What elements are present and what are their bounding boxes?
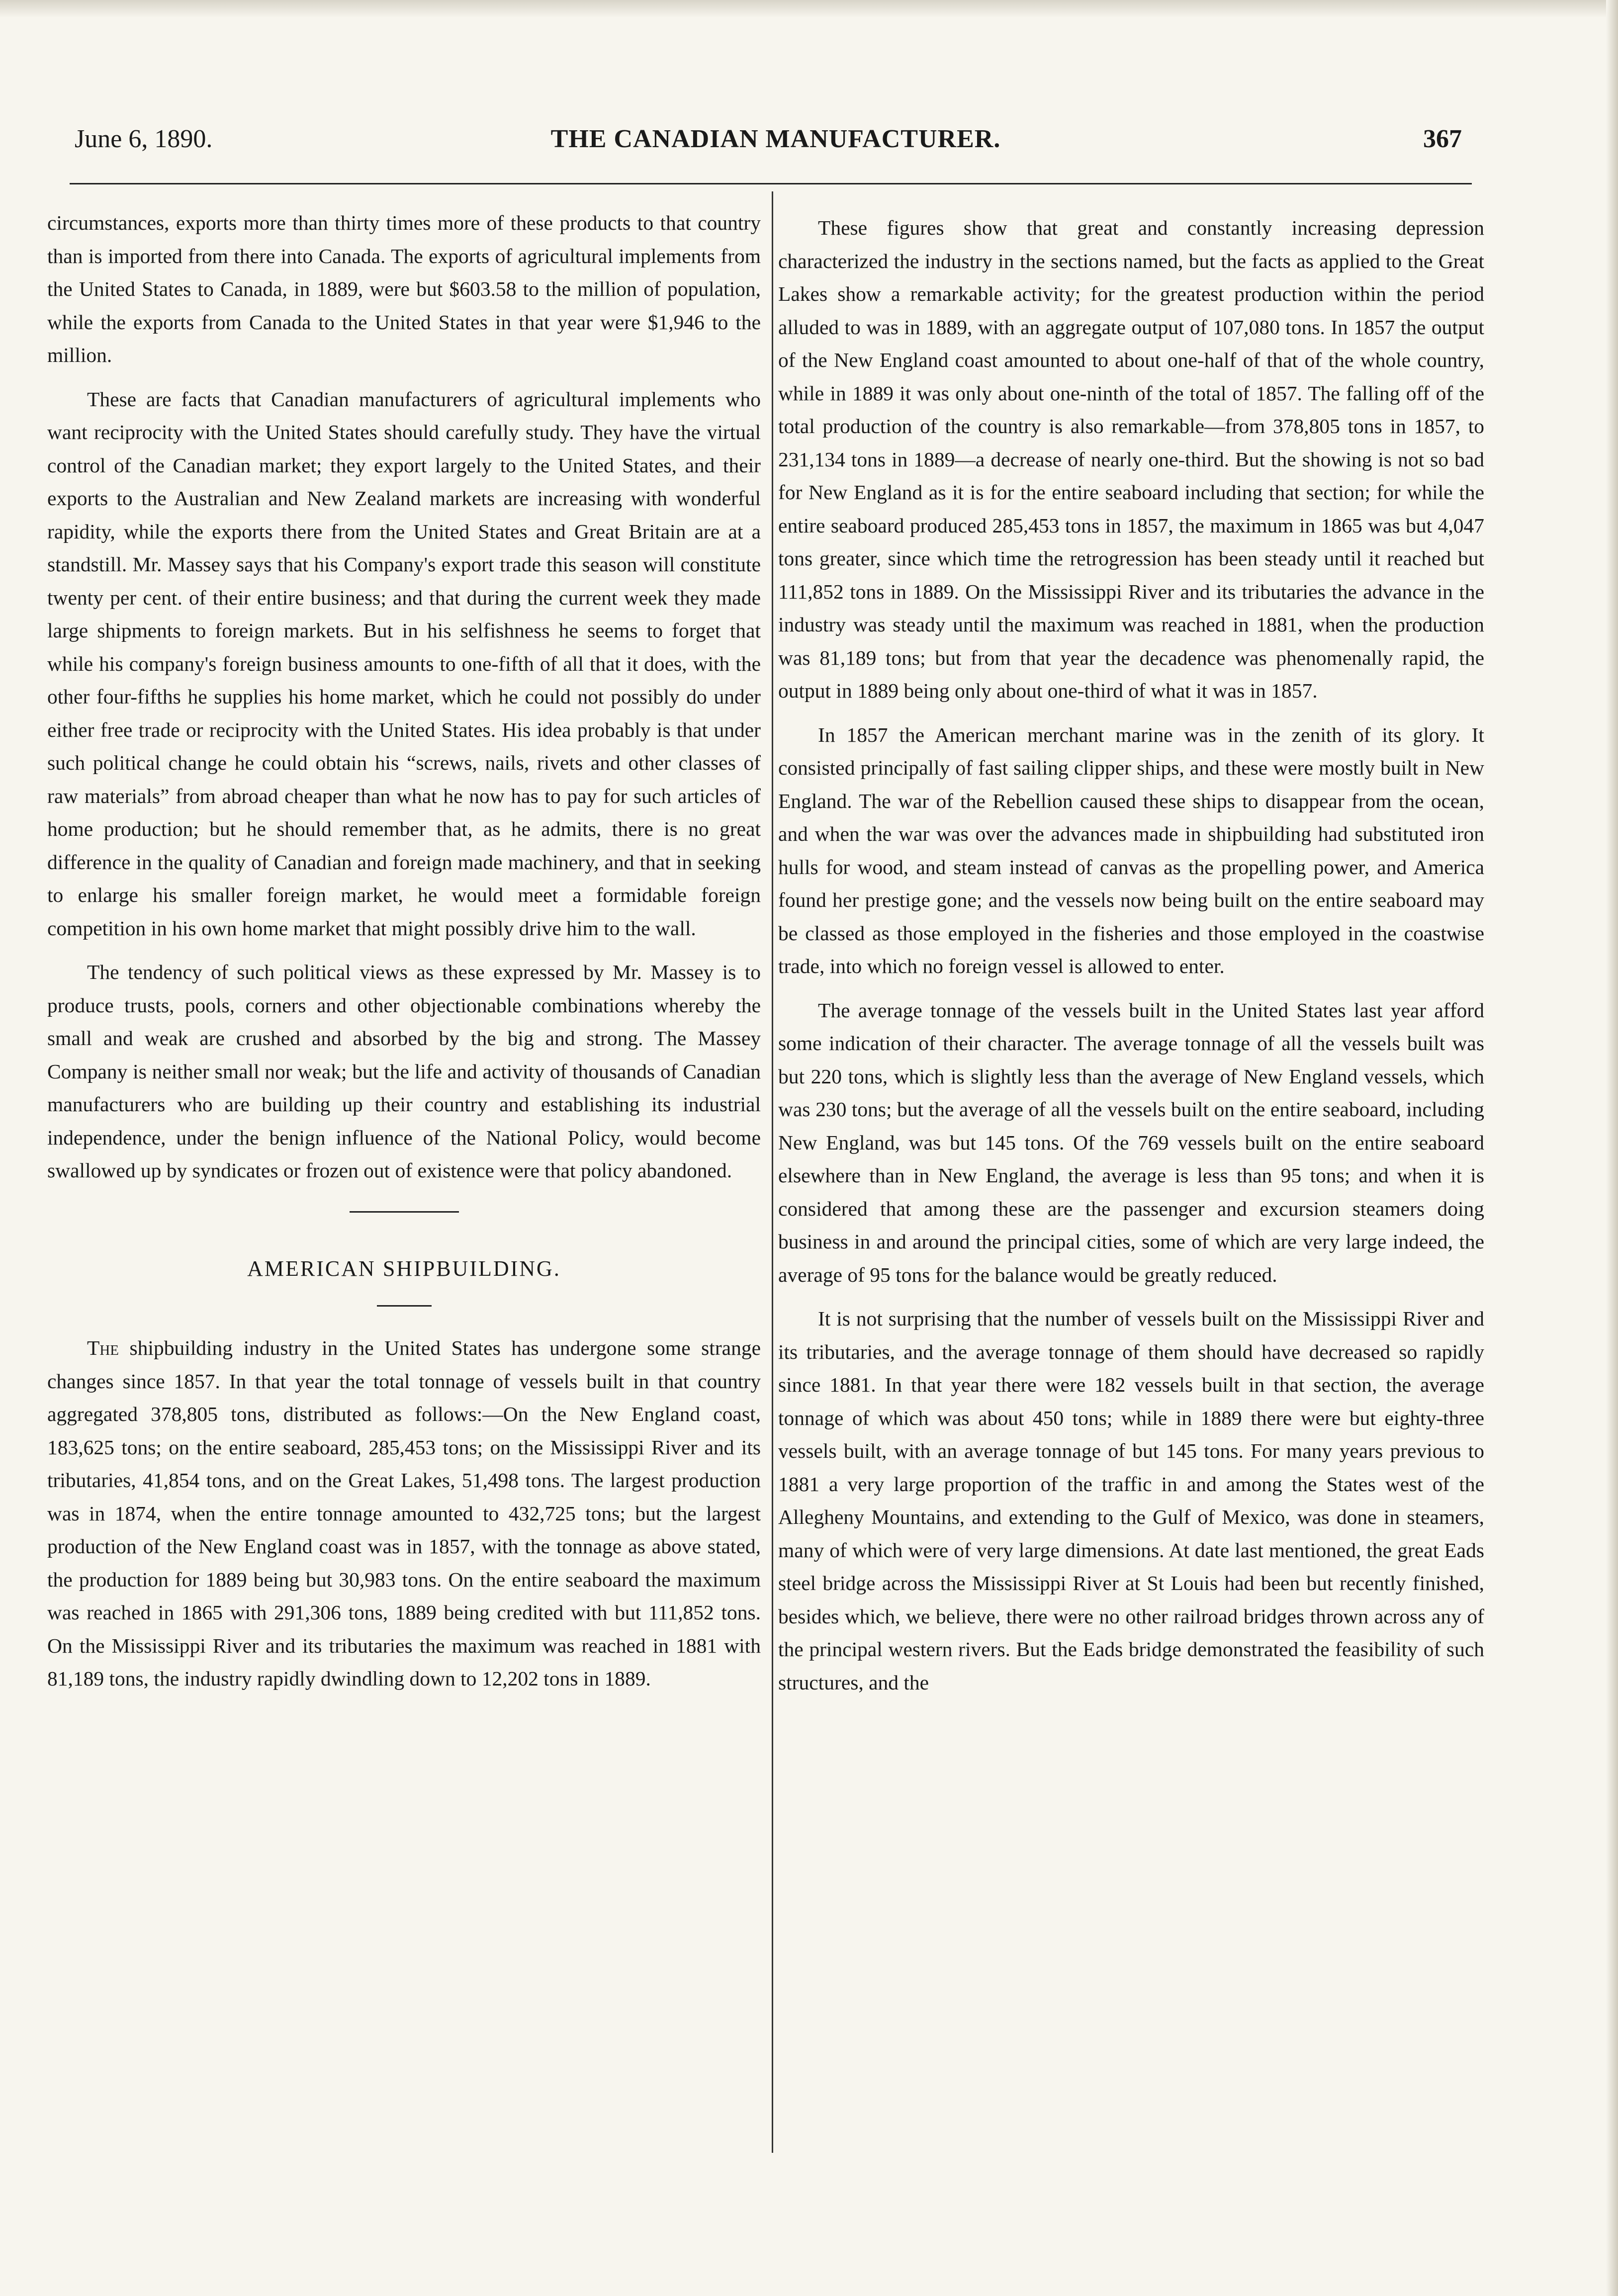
column-divider	[772, 191, 773, 2153]
right-column	[778, 211, 1484, 1710]
article-paragraph: circumstances, exports more than thirty times more of these products to that country than is imported from there into Canada. The exports of agricultural implements from the United States to Canada, in 1889, were but $603.58 to the million of population, while the exports from Canada to the United States in that year were $1,946 to the million.	[47, 211, 761, 366]
article-paragraph: These figures show that great and constantly increasing depression characterized the industry in the sections named, but the facts as applied to the Great Lakes show a remarkable activity; for the greatest production within the period alluded to was in 1889, with an aggregate output of 107,080 tons. In 1857 the output of the New England coast amounted to about one-half of that of the whole country, while in 1889 it was only about one-ninth of the total of 1857. The falling off of the total production of the country is also remarkable—from 378,805 tons in 1857, to 231,134 tons in 1889—a decrease of nearly one-third. But the showing is not so bad for New England as it is for the entire seaboard including that section; for while the entire seaboard produced 285,453 tons in 1857, the maximum in 1865 was but 4,047 tons greater, since which time the retrogression has been steady until it reached but 111,852 tons in 1889. On the Mississippi River and its tributaries the advance in the industry was steady until the maximum was reached in 1881, when the production was 81,189 tons; but from that year the decadence was phenomenally rapid, the output in 1889 being only about one-third of what it was in 1857.	[778, 216, 1484, 702]
issue-date: June 6, 1890.	[75, 125, 213, 153]
section-title-rule	[377, 1305, 432, 1307]
left-column	[47, 206, 761, 1706]
page-right-edge	[1606, 0, 1618, 2296]
lead-word: The	[87, 1336, 119, 1359]
page-number: 367	[1423, 125, 1462, 153]
publication-title: THE CANADIAN MANUFACTURER.	[550, 125, 1001, 153]
section-divider	[350, 1211, 459, 1213]
section-title: AMERICAN SHIPBUILDING.	[247, 1256, 561, 1281]
page-top-edge	[0, 0, 1618, 18]
article-paragraph: The average tonnage of the vessels built in the United States last year afford some indication of their character. The average tonnage of all the vessels built was but 220 tons, which is slightly less than the average of New England vessels, which was 230 tons; but the average of all the vessels built on the entire seaboard, including New England, was but 145 tons. Of the 769 vessels built on the entire seaboard elsewhere than in New England, the average is less than 95 tons; and when it is considered that among these are the passenger and excursion steamers doing business in and around the principal cities, some of which are very large indeed, the average of 95 tons for the balance would be greatly reduced.	[778, 998, 1484, 1286]
article-paragraph: These are facts that Canadian manufacturers of agricultural implements who want reciprocity with the United States should carefully study. They have the virtual control of the Canadian market; they export largely to the United States, and their exports to the Australian and New Zealand markets are increasing with wonderful rapidity, while the exports there from the United States and Great Britain are at a standstill. Mr. Massey says that his Company's export trade this season will constitute twenty per cent. of their entire business; and that during the current week they made large shipments to foreign markets. But in his selfishness he seems to forget that while his company's foreign business amounts to one-fifth of all that it does, with the other four-fifths he supplies his home market, which he could not possibly do under either free trade or reciprocity with the United States. His idea probably is that under such political change he could obtain his “screws, nails, rivets and other classes of raw materials” from abroad cheaper than what he now has to pay for such articles of home production; but he should remember that, as he admits, there is no great difference in the quality of Canadian and foreign made machinery, and that in seeking to enlarge his smaller foreign market, he would meet a formidable foreign competition in his own home market that might possibly drive him to the wall.	[47, 387, 761, 940]
page-header	[70, 124, 1482, 169]
header-rule	[70, 183, 1472, 184]
article-paragraph: It is not surprising that the number of vessels built on the Mississippi River and its tributaries, and the average tonnage of them should have decreased so rapidly since 1881. In that year there were 182 vessels built in that section, the average tonnage of which was about 450 tons; while in 1889 there were but eighty-three vessels built, with an average tonnage of but 145 tons. For many years previous to 1881 a very large proportion of the traffic in and among the States west of the Allegheny Mountains, and extending to the Gulf of Mexico, was done in steamers, many of which were of very large dimensions. At date last mentioned, the great Eads steel bridge across the Mississippi River at St Louis had been but recently finished, besides which, we believe, there were no other railroad bridges thrown across any of the principal western rivers. But the Eads bridge demonstrated the feasibility of such structures, and the	[778, 1307, 1484, 1694]
article-paragraph: In 1857 the American merchant marine was in the zenith of its glory. It consisted principally of fast sailing clipper ships, and these were mostly built in New England. The war of the Rebellion caused these ships to disappear from the ocean, and when the war was over the advances made in shipbuilding had substituted iron hulls for wood, and steam instead of canvas as the propelling power, and America found her prestige gone; and the vessels now being built on the entire seaboard may be classed as those employed in the fisheries and those employed in the coastwise trade, into which no foreign vessel is allowed to enter.	[778, 723, 1484, 977]
paragraph-text: shipbuilding industry in the United States has undergone some strange changes since 1857. In that year the total tonnage of vessels built in that country aggregated 378,805 tons, distributed as follows:—On the New England coast, 183,625 tons; on the entire seaboard, 285,453 tons; on the Mississippi River and its tributaries, 41,854 tons, and on the Great Lakes, 51,498 tons. The largest production was in 1874, when the entire tonnage amounted to 432,725 tons; but the largest production of the New England coast was in 1857, with the tonnage as above stated, the production for 1889 being but 30,983 tons. On the entire seaboard the maximum was reached in 1865 with 291,306 tons, 1889 being credited with but 111,852 tons. On the Mississippi River and its tributaries the maximum was reached in 1881 with 81,189 tons, the industry rapidly dwindling down to 12,202 tons in 1889.	[47, 1336, 761, 1690]
article-paragraph: The tendency of such political views as these expressed by Mr. Massey is to produce trusts, pools, corners and other objectionable combinations whereby the small and weak are crushed and absorbed by the big and strong. The Massey Company is neither small nor weak; but the life and activity of thousands of Canadian manufacturers who are building up their country and establishing its industrial independence, under the benign influence of the National Policy, would become swallowed up by syndicates or frozen out of existence were that policy abandoned.	[47, 961, 761, 1182]
article-paragraph	[47, 1331, 761, 1695]
